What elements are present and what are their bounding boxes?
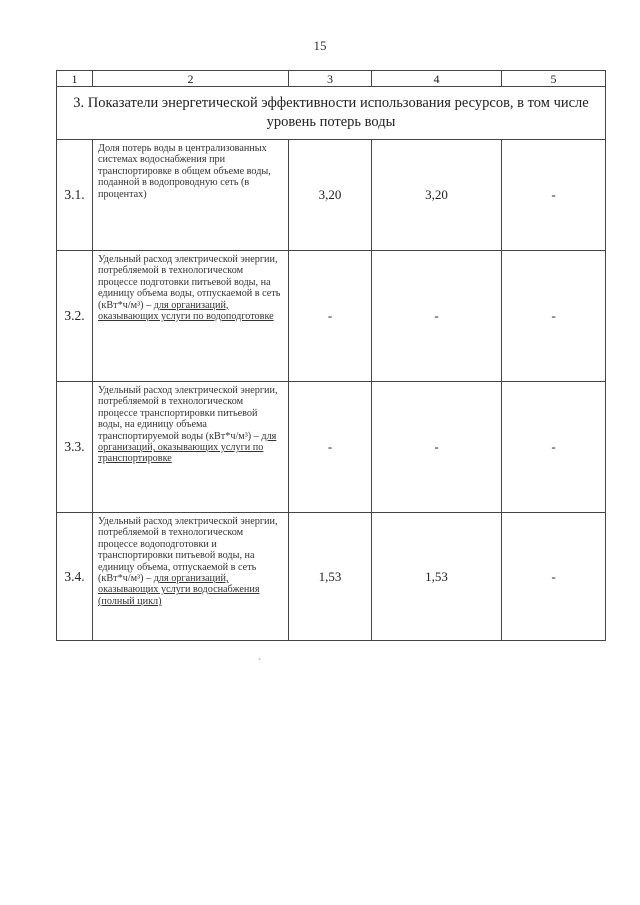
stray-mark: `: [258, 658, 262, 669]
value-col-4: -: [372, 382, 502, 513]
row-description: [93, 382, 289, 513]
indicators-table: [56, 70, 606, 641]
value-col-3: 3,20: [289, 140, 372, 251]
value-col-4: -: [372, 251, 502, 382]
value-col-3: 1,53: [289, 513, 372, 641]
value-col-5: -: [502, 251, 606, 382]
value-col-4: 1,53: [372, 513, 502, 641]
value-col-5: -: [502, 513, 606, 641]
table-row: [57, 140, 606, 251]
row-number: 3.1.: [57, 140, 93, 251]
description-underlined: для организаций, оказывающих услуги по водоподготовке: [98, 299, 274, 323]
row-number: 3.4.: [57, 513, 93, 641]
row-description: [93, 251, 289, 382]
description-underlined: для организаций, оказывающих услуги по транспортировке: [98, 430, 277, 465]
value-col-4: 3,20: [372, 140, 502, 251]
table-row: [57, 382, 606, 513]
header-col-2: 2: [93, 71, 289, 87]
row-description: [93, 513, 289, 641]
value-col-5: -: [502, 382, 606, 513]
description-text: Доля потерь воды в централизованных системах водоснабжения при транспортировке в общем объеме воды, поданной в водопроводную сеть (в процентах): [98, 143, 271, 200]
table-row: [57, 251, 606, 382]
row-description: [93, 140, 289, 251]
header-col-1: 1: [57, 71, 93, 87]
row-number: 3.2.: [57, 251, 93, 382]
description-text: Удельный расход электрической энергии, потребляемой в технологическом процессе водоподготовки и транспортировки питьевой воды, на единицу объема, отпускаемой в сеть (кВт*ч/м³) –: [98, 516, 278, 585]
description-text: Удельный расход электрической энергии, потребляемой в технологическом процессе транспортировки питьевой воды, на единицу объема транспортируемой воды (кВт*ч/м³) –: [98, 385, 278, 442]
value-col-3: -: [289, 251, 372, 382]
table-row: [57, 513, 606, 641]
section-title: 3. Показатели энергетической эффективности использования ресурсов, в том числе уровень потерь воды: [57, 87, 606, 140]
section-row: [57, 87, 606, 140]
value-col-3: -: [289, 382, 372, 513]
page-number: 15: [313, 38, 327, 53]
table-header-row: [57, 71, 606, 87]
row-number: 3.3.: [57, 382, 93, 513]
value-col-5: -: [502, 140, 606, 251]
description-text: Удельный расход электрической энергии, потребляемой в технологическом процессе подготовки питьевой воды, на единицу объема воды, отпускаемой в сеть (кВт*ч/м³) –: [98, 254, 281, 311]
header-col-4: 4: [372, 71, 502, 87]
header-col-5: 5: [502, 71, 606, 87]
description-underlined: для организаций, оказывающих услуги водоснабжения (полный цикл): [98, 573, 260, 607]
header-col-3: 3: [289, 71, 372, 87]
